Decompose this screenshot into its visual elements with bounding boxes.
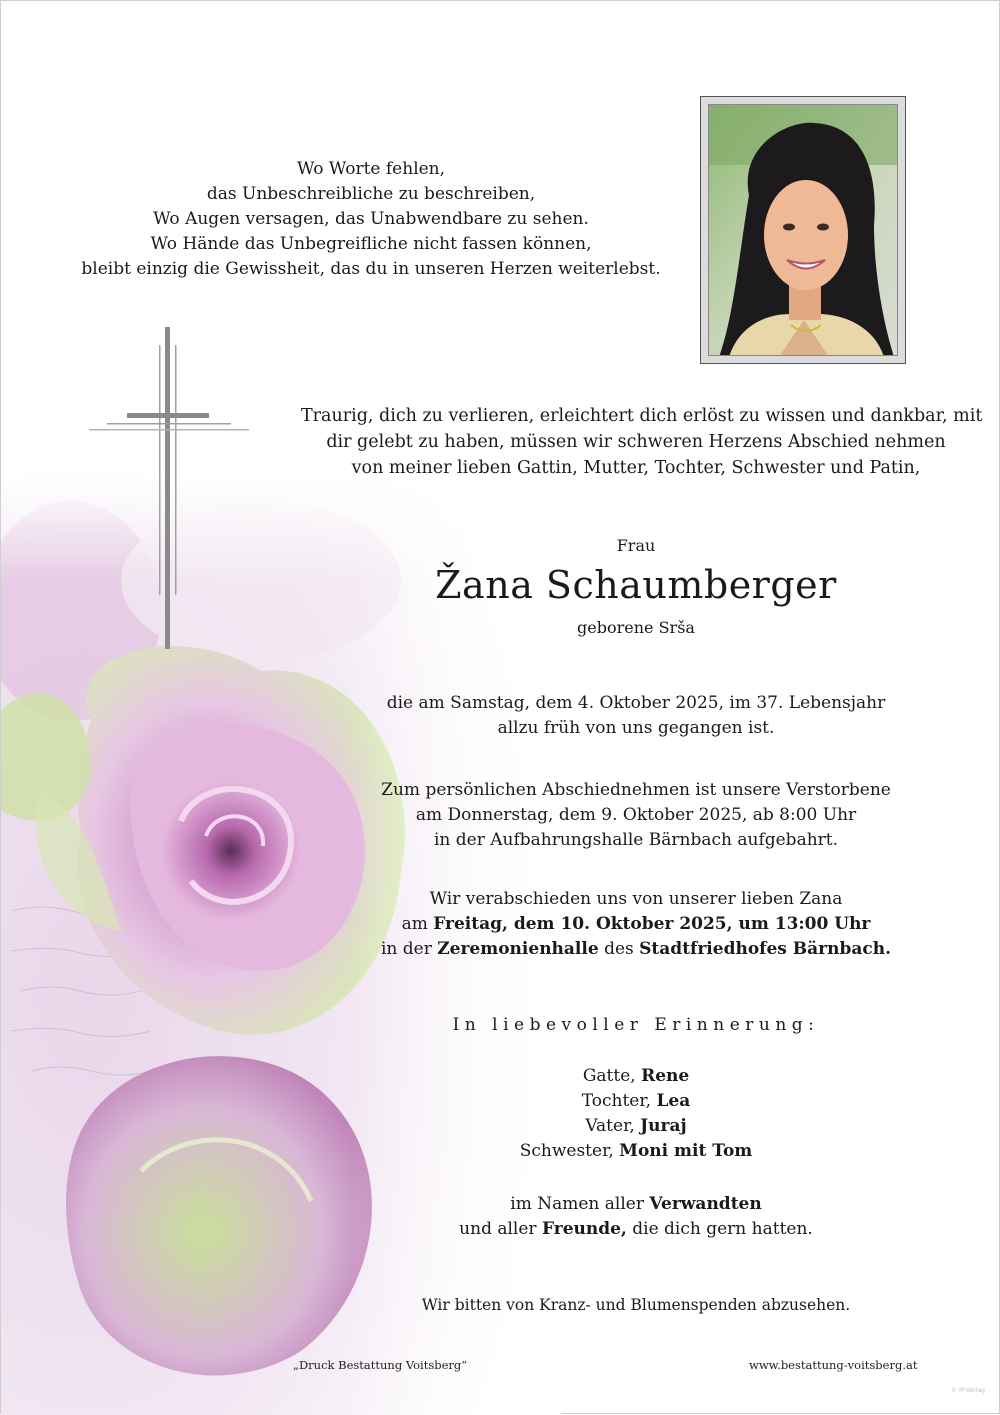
family-member bbox=[301, 1089, 971, 1114]
viewing-line: in der Aufbahrungshalle Bärnbach aufgebahrt. bbox=[433, 830, 839, 850]
flowers-note: Wir bitten von Kranz- und Blumenspenden abzusehen. bbox=[421, 1296, 851, 1314]
printer-credit: „Druck Bestattung Voitsberg“ bbox=[293, 1358, 468, 1372]
relatives-text: im Namen aller bbox=[510, 1194, 650, 1214]
viewing-line: am Donnerstag, dem 9. Oktober 2025, ab 8:00 Uhr bbox=[415, 805, 857, 825]
viewing-line: Zum persönlichen Abschiednehmen ist unsere Verstorbene bbox=[381, 780, 891, 800]
funeral-cemetery: Stadtfriedhofes Bärnbach. bbox=[639, 939, 892, 959]
death-line: die am Samstag, dem 4. Oktober 2025, im 37. Lebensjahr bbox=[386, 693, 886, 713]
relatives-line bbox=[301, 1217, 971, 1242]
funeral-text: am bbox=[401, 914, 434, 934]
intro-text bbox=[301, 403, 983, 481]
family-role: Vater, bbox=[585, 1116, 641, 1136]
portrait-photo bbox=[708, 104, 898, 356]
family-member bbox=[301, 1139, 971, 1164]
portrait-frame bbox=[700, 96, 906, 364]
poem-line: Wo Augen versagen, das Unabwendbare zu sehen. bbox=[153, 209, 589, 229]
family-role: Gatte, bbox=[582, 1066, 642, 1086]
family-list bbox=[301, 1064, 971, 1164]
memory-heading: In liebevoller Erinnerung: bbox=[452, 1015, 820, 1035]
poem-line: Wo Worte fehlen, bbox=[296, 159, 446, 179]
intro-line: dir gelebt zu haben, müssen wir schweren Herzens Abschied nehmen bbox=[326, 432, 946, 452]
intro-line: von meiner lieben Gattin, Mutter, Tochter, Schwester und Patin, bbox=[351, 458, 921, 478]
website-link[interactable]: www.bestattung-voitsberg.at bbox=[749, 1358, 918, 1372]
family-name: Moni mit Tom bbox=[619, 1141, 753, 1161]
family-name: Lea bbox=[656, 1091, 691, 1111]
funeral-notice bbox=[301, 887, 971, 962]
relatives-text: die dich gern hatten. bbox=[626, 1219, 813, 1239]
deceased-name: Žana Schaumberger bbox=[435, 563, 837, 607]
relatives-line bbox=[301, 1192, 971, 1217]
relatives-bold: Verwandten bbox=[649, 1194, 762, 1214]
copyright-mark: © IP-Verlag bbox=[951, 1387, 985, 1394]
poem-line: bleibt einzig die Gewissheit, das du in unseren Herzen weiterlebst. bbox=[81, 259, 661, 279]
funeral-text: in der bbox=[380, 939, 438, 959]
cross-icon bbox=[87, 327, 251, 649]
relatives-text: und aller bbox=[459, 1219, 542, 1239]
death-notice bbox=[301, 691, 971, 741]
funeral-line bbox=[301, 912, 971, 937]
funeral-line: Wir verabschieden uns von unserer lieben Zana bbox=[429, 889, 843, 909]
funeral-text: des bbox=[598, 939, 640, 959]
poem-line: das Unbeschreibliche zu beschreiben, bbox=[206, 184, 536, 204]
family-member bbox=[301, 1064, 971, 1089]
family-member bbox=[301, 1114, 971, 1139]
family-name: Rene bbox=[641, 1066, 690, 1086]
viewing-notice bbox=[301, 778, 971, 853]
family-name: Juraj bbox=[640, 1116, 687, 1136]
poem-line: Wo Hände das Unbegreifliche nicht fassen können, bbox=[150, 234, 592, 254]
intro-line: Traurig, dich zu verlieren, erleichtert dich erlöst zu wissen und dankbar, mit bbox=[301, 406, 983, 426]
birth-name: geborene Srša bbox=[577, 618, 695, 637]
family-role: Tochter, bbox=[581, 1091, 657, 1111]
poem bbox=[61, 157, 681, 282]
relatives-note bbox=[301, 1192, 971, 1242]
deceased-title: Frau bbox=[616, 536, 656, 555]
family-role: Schwester, bbox=[519, 1141, 620, 1161]
funeral-date: Freitag, dem 10. Oktober 2025, um 13:00 Uhr bbox=[433, 914, 871, 934]
funeral-line bbox=[301, 937, 971, 962]
relatives-bold: Freunde, bbox=[541, 1219, 627, 1239]
death-line: allzu früh von uns gegangen ist. bbox=[497, 718, 775, 738]
funeral-venue: Zeremonienhalle bbox=[437, 939, 599, 959]
